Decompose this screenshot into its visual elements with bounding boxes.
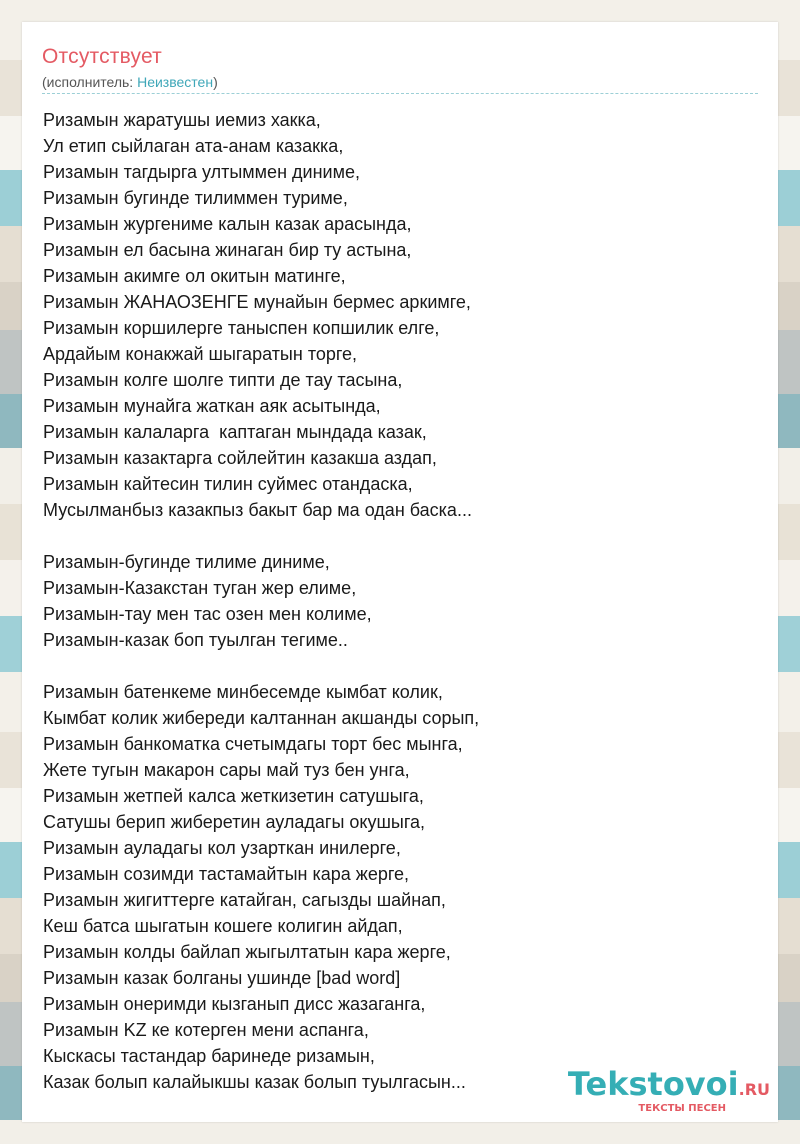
lyric-line: Ул етип сыйлаган ата-анам казакка, xyxy=(43,136,344,156)
site-logo[interactable] xyxy=(568,1067,770,1114)
lyric-line: Ризамын жаратушы иемиз хакка, xyxy=(43,110,321,130)
logo-wordmark xyxy=(568,1067,770,1107)
lyric-line: Ризамын жетпей калса жеткизетин сатушыга, xyxy=(43,786,424,806)
lyrics-body xyxy=(43,107,759,1095)
lyric-line: Ризамын-Казакстан туган жер елиме, xyxy=(43,578,357,598)
artist-link[interactable]: Неизвестен xyxy=(137,74,214,90)
lyric-line: Кыскасы тастандар баринеде ризамын, xyxy=(43,1046,375,1066)
logo-name: Tekstovoi xyxy=(567,1065,739,1103)
lyric-line: Ризамын-тау мен тас озен мен колиме, xyxy=(43,604,372,624)
stanza-break xyxy=(43,653,759,679)
lyric-line: Ризамын банкоматка счетымдагы торт бес мынга, xyxy=(43,734,463,754)
lyric-line: Ризамын казактарга сойлейтин казакша аздап, xyxy=(43,448,437,468)
lyric-line: Ризамын тагдырга ултыммен диниме, xyxy=(43,162,360,182)
song-header xyxy=(42,44,758,92)
lyric-line: Ризамын KZ ке котерген мени аспанга, xyxy=(43,1020,369,1040)
lyric-line: Ризамын ауладагы кол узарткан инилерге, xyxy=(43,838,401,858)
song-title: Отсутствует xyxy=(42,45,162,68)
lyric-line: Кымбат колик жибереди калтаннан акшанды сорып, xyxy=(43,708,480,728)
lyric-line: Ризамын колды байлап жыгылтатын кара жерге, xyxy=(43,942,451,962)
stanza-break xyxy=(43,523,759,549)
lyric-line: Жете тугын макарон сары май туз бен унга, xyxy=(43,760,410,780)
artist-suffix: ) xyxy=(213,74,218,90)
lyric-line: Ризамын ел басына жинаган бир ту астына, xyxy=(43,240,412,260)
lyric-line: Ризамын казак болганы ушинде [bad word] xyxy=(43,968,401,988)
lyric-line: Ризамын колге шолге типти де тау тасына, xyxy=(43,370,403,390)
lyric-line: Ризамын созимди тастамайтын кара жерге, xyxy=(43,864,410,884)
lyric-line: Ризамын батенкеме минбесемде кымбат колик, xyxy=(43,682,443,702)
header-divider xyxy=(42,93,758,94)
lyric-line: Ризамын акимге ол окитын матинге, xyxy=(43,266,346,286)
lyric-line: Ризамын калаларга каптаган мындада казак, xyxy=(43,422,427,442)
lyrics-sheet xyxy=(22,22,778,1122)
lyric-line: Ризамын бугинде тилиммен туриме, xyxy=(43,188,348,208)
logo-tld: .RU xyxy=(738,1080,770,1099)
song-artist-line xyxy=(42,72,758,92)
lyric-line: Ризамын жургениме калын казак арасында, xyxy=(43,214,412,234)
lyric-line: Ризамын жигиттерге катайган, сагызды шайнап, xyxy=(43,890,446,910)
logo-tagline: ТЕКСТЫ ПЕСЕН xyxy=(638,1103,726,1114)
artist-prefix: (исполнитель: xyxy=(42,74,138,90)
lyric-line: Ризамын-казак боп туылган тегиме.. xyxy=(43,630,348,650)
lyric-line: Ризамын-бугинде тилиме диниме, xyxy=(43,552,330,572)
lyric-line: Кеш батса шыгатын кошеге колигин айдап, xyxy=(43,916,403,936)
lyric-line: Ардайым конакжай шыгаратын торге, xyxy=(43,344,358,364)
lyric-line: Мусылманбыз казакпыз бакыт бар ма одан баска... xyxy=(43,500,472,520)
lyric-line: Ризамын ЖАНАОЗЕНГЕ мунайын бермес аркимге, xyxy=(43,292,471,312)
lyric-line: Казак болып калайыкшы казак болып туылгасын... xyxy=(43,1072,466,1092)
lyric-line: Ризамын коршилерге таныспен копшилик елге, xyxy=(43,318,440,338)
lyric-line: Ризамын онеримди кызганып дисс жазаганга, xyxy=(43,994,426,1014)
lyric-line: Ризамын мунайга жаткан аяк асытында, xyxy=(43,396,381,416)
lyric-line: Ризамын кайтесин тилин суймес отандаска, xyxy=(43,474,413,494)
lyric-line: Сатушы берип жиберетин ауладагы окушыга, xyxy=(43,812,426,832)
